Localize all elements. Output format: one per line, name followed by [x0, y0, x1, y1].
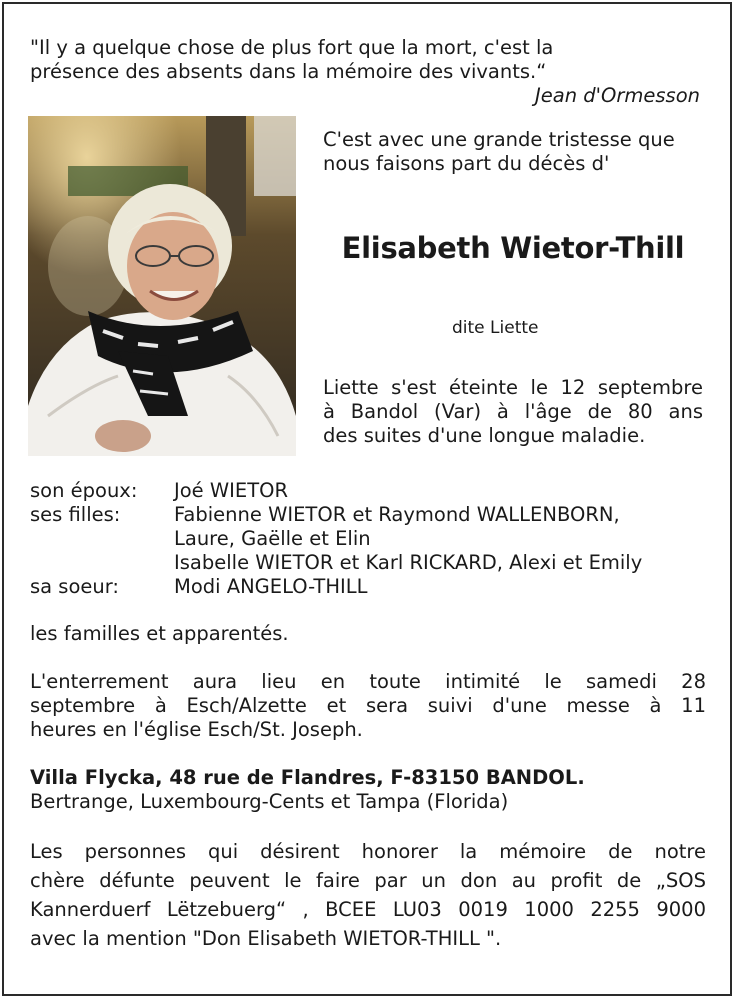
- quote-author: Jean d'Ormesson: [535, 84, 700, 107]
- death-notice-line: à Bandol (Var) à l'âge de 80 ans: [323, 400, 703, 423]
- funeral-line: L'enterrement aura lieu en toute intimité le samedi 28: [30, 670, 706, 693]
- intro-line: nous faisons part du décès d': [323, 152, 610, 175]
- quote-line: "Il y a quelque chose de plus fort que la mort, c'est la: [30, 36, 554, 59]
- donation-line: Les personnes qui désirent honorer la mémoire de notre: [30, 840, 706, 863]
- deceased-name: Elisabeth Wietor-Thill: [341, 231, 685, 265]
- spouse-name: Joé WIETOR: [174, 479, 289, 502]
- deceased-nickname: dite Liette: [452, 318, 539, 338]
- intro-line: C'est avec une grande tristesse que: [323, 128, 675, 151]
- daughters-label: ses filles:: [30, 503, 121, 526]
- funeral-line: heures en l'église Esch/St. Joseph.: [30, 718, 363, 741]
- quote-line: présence des absents dans la mémoire des vivants.“: [30, 60, 547, 83]
- daughters-line: Isabelle WIETOR et Karl RICKARD, Alexi et Emily: [174, 551, 643, 574]
- sister-name: Modi ANGELO-THILL: [174, 575, 368, 598]
- sister-label: sa soeur:: [30, 575, 119, 598]
- daughters-line: Laure, Gaëlle et Elin: [174, 527, 371, 550]
- donation-line: avec la mention "Don Elisabeth WIETOR-THILL ".: [30, 927, 502, 950]
- address-line: Bertrange, Luxembourg-Cents et Tampa (Florida): [30, 790, 509, 813]
- daughters-line: Fabienne WIETOR et Raymond WALLENBORN,: [174, 503, 620, 526]
- spouse-label: son époux:: [30, 479, 138, 502]
- portrait-illustration: [28, 116, 296, 456]
- portrait-photo: [28, 116, 296, 456]
- address-line: Villa Flycka, 48 rue de Flandres, F-83150 BANDOL.: [30, 766, 585, 789]
- death-notice-line: des suites d'une longue maladie.: [323, 424, 646, 447]
- donation-line: Kannerduerf Lëtzebuerg“ , BCEE LU03 0019 1000 2255 9000: [30, 898, 706, 921]
- death-notice-line: Liette s'est éteinte le 12 septembre: [323, 376, 703, 399]
- donation-line: chère défunte peuvent le faire par un don au profit de „SOS: [30, 869, 706, 892]
- funeral-line: septembre à Esch/Alzette et sera suivi d'une messe à 11: [30, 694, 706, 717]
- relatives-line: les familles et apparentés.: [30, 622, 289, 645]
